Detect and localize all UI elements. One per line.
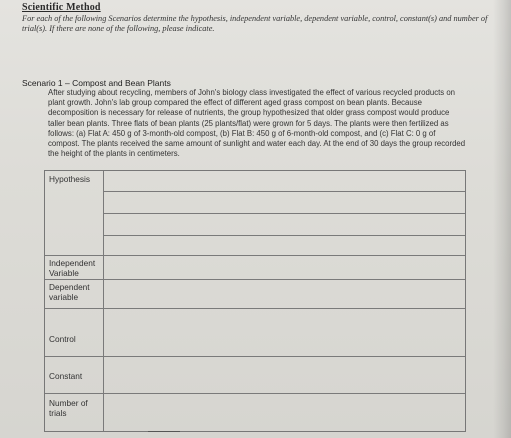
row-divider xyxy=(45,356,465,357)
row-label-independent-variable: Independent Variable xyxy=(49,258,96,278)
row-label-dependent-variable: Dependent variable xyxy=(49,282,90,302)
row-divider xyxy=(45,255,465,256)
row-divider xyxy=(45,308,465,309)
instructions-text: For each of the following Scenarios determine the hypothesis, independent variable, dependent variable, control, constant(s) and number of trial(s). If there are none of the following, please indicate. xyxy=(22,14,488,33)
scenario-paragraph: After studying about recycling, members of John's biology class investigated the effect of various recycled products on plant growth. John's lab group compared the effect of different aged grass compost on bean plants. Because decomposition is necessary for release of nutrients, the group hypothesized that older grass compost would produce taller bean plants. Three flats of bean plants (25 plants/flat) were grown for 5 days. The plants were then fertilized as follows: (a) Flat A: 450 g of 3-month-old compost, (b) Flat B: 450 g of 6-month-old compost, and (c) Flat C: 0 g of compost. The plants received the same amount of sunlight and water each day. At the end of 30 days the group recorded the height of the plants in centimeters. xyxy=(48,88,466,159)
worksheet-title: Scientific Method xyxy=(22,2,101,13)
row-label-hypothesis: Hypothesis xyxy=(49,174,91,184)
row-label-number-of-trials: Number of trials xyxy=(49,398,88,418)
row-label-constant: Constant xyxy=(49,371,83,381)
table-column-divider xyxy=(103,171,104,431)
writing-line xyxy=(103,235,465,236)
handwriting-mark xyxy=(148,431,180,438)
writing-line xyxy=(103,191,465,192)
row-divider xyxy=(45,393,465,394)
scenario-title: Scenario 1 – Compost and Bean Plants xyxy=(22,78,171,88)
row-divider xyxy=(45,279,465,280)
writing-line xyxy=(103,213,465,214)
row-label-control: Control xyxy=(49,334,76,344)
answer-table xyxy=(44,170,466,432)
page-edge-shadow xyxy=(493,0,511,438)
